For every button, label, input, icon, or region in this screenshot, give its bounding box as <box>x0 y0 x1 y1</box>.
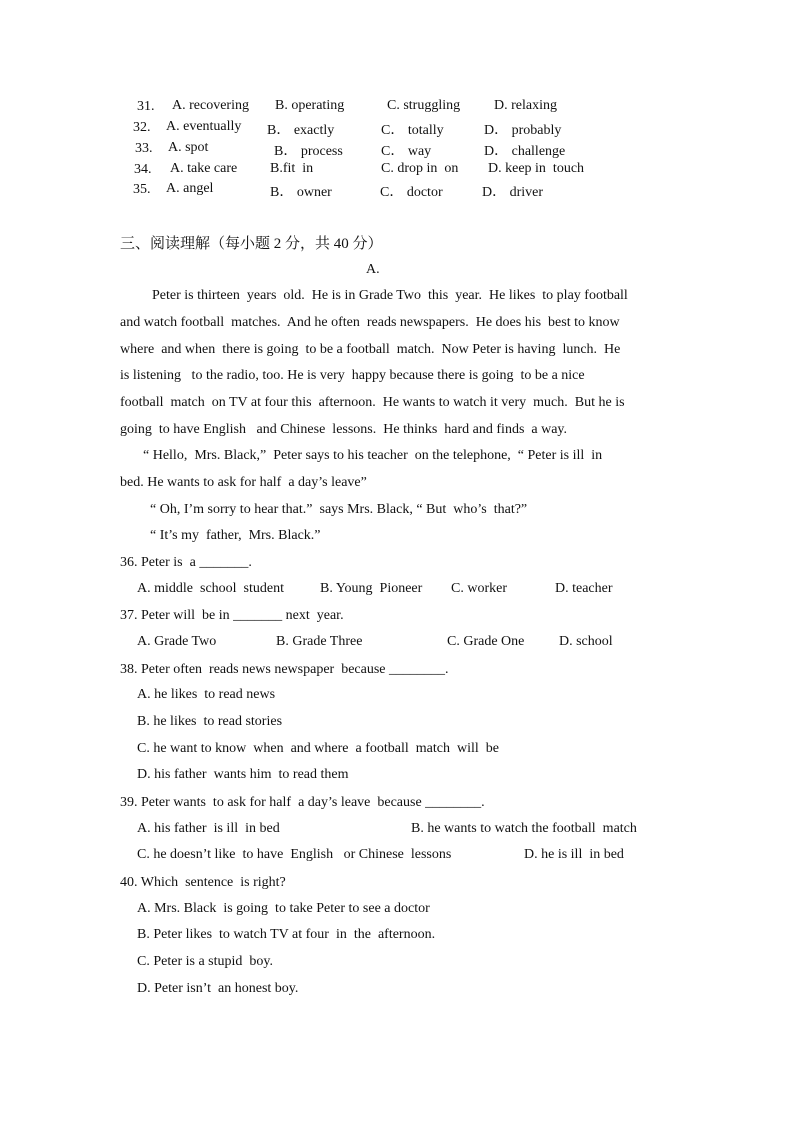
passage-line: “ Hello, Mrs. Black,” Peter says to his teacher on the telephone, “ Peter is ill in <box>143 448 603 463</box>
question-stem: 36. Peter is a _______. <box>120 555 252 570</box>
passage-label: A. <box>366 262 380 277</box>
answer-option: B. Young Pioneer <box>320 581 423 596</box>
option: C． totally <box>381 123 444 138</box>
option: C． way <box>381 144 432 159</box>
passage-line: going to have English and Chinese lessons. He thinks hard and finds a way. <box>120 422 568 437</box>
answer-option: C. Peter is a stupid boy. <box>137 954 273 969</box>
option: D． driver <box>482 185 544 200</box>
option: A. spot <box>168 140 209 155</box>
answer-option: B. he wants to watch the football match <box>411 821 637 836</box>
passage-line: and watch football matches. And he often reads newspapers. He does his best to know <box>120 315 620 330</box>
item-number: 35. <box>133 182 151 197</box>
item-number: 34. <box>134 162 152 177</box>
answer-option: D. he is ill in bed <box>524 847 624 862</box>
question-stem: 37. Peter will be in _______ next year. <box>120 608 344 623</box>
option: A. eventually <box>166 119 242 134</box>
option: C． doctor <box>380 185 443 200</box>
passage-line: bed. He wants to ask for half a day’s leave” <box>120 475 367 490</box>
passage-line: “ It’s my father, Mrs. Black.” <box>150 528 321 543</box>
answer-option: C. Grade One <box>447 634 525 649</box>
option: B.fit in <box>270 161 314 176</box>
answer-option: D. teacher <box>555 581 613 596</box>
answer-option: C. he doesn’t like to have English or Chinese lessons <box>137 847 452 862</box>
passage-line: is listening to the radio, too. He is very happy because there is going to be a nice <box>120 368 585 383</box>
passage-line: where and when there is going to be a football match. Now Peter is having lunch. He <box>120 342 621 357</box>
question-stem: 38. Peter often reads news newspaper because ________. <box>120 662 449 677</box>
option: B． process <box>274 144 343 159</box>
option: A. recovering <box>172 98 249 113</box>
answer-option: B. Grade Three <box>276 634 363 649</box>
answer-option: C. he want to know when and where a football match will be <box>137 741 499 756</box>
answer-option: A. his father is ill in bed <box>137 821 280 836</box>
answer-option: D. Peter isn’t an honest boy. <box>137 981 299 996</box>
section-title: 三、阅读理解（每小题 2 分，共 40 分） <box>120 236 383 252</box>
option: B． owner <box>270 185 332 200</box>
option: C. drop in on <box>381 161 459 176</box>
option: D． probably <box>484 123 562 138</box>
answer-option: A. Grade Two <box>137 634 217 649</box>
answer-option: B. he likes to read stories <box>137 714 283 729</box>
answer-option: A. Mrs. Black is going to take Peter to see a doctor <box>137 901 430 916</box>
option: D. relaxing <box>494 98 557 113</box>
answer-option: D. his father wants him to read them <box>137 767 349 782</box>
option: A. take care <box>170 161 238 176</box>
option: C. struggling <box>387 98 461 113</box>
answer-option: A. he likes to read news <box>137 687 276 702</box>
passage-line: football match on TV at four this afternoon. He wants to watch it very much. But he is <box>120 395 625 410</box>
passage-line: Peter is thirteen years old. He is in Grade Two this year. He likes to play football <box>152 288 628 303</box>
passage-line: “ Oh, I’m sorry to hear that.” says Mrs. Black, “ But who’s that?” <box>150 502 528 517</box>
answer-option: A. middle school student <box>137 581 284 596</box>
option: D． challenge <box>484 144 566 159</box>
question-stem: 40. Which sentence is right? <box>120 875 286 890</box>
item-number: 33. <box>135 141 153 156</box>
answer-option: B. Peter likes to watch TV at four in the afternoon. <box>137 927 436 942</box>
option: D. keep in touch <box>488 161 585 176</box>
answer-option: D. school <box>559 634 613 649</box>
question-stem: 39. Peter wants to ask for half a day’s leave because ________. <box>120 795 485 810</box>
answer-option: C. worker <box>451 581 507 596</box>
option: A. angel <box>166 181 214 196</box>
option: B. operating <box>275 98 345 113</box>
item-number: 32. <box>133 120 151 135</box>
option: B． exactly <box>267 123 335 138</box>
item-number: 31. <box>137 99 155 114</box>
